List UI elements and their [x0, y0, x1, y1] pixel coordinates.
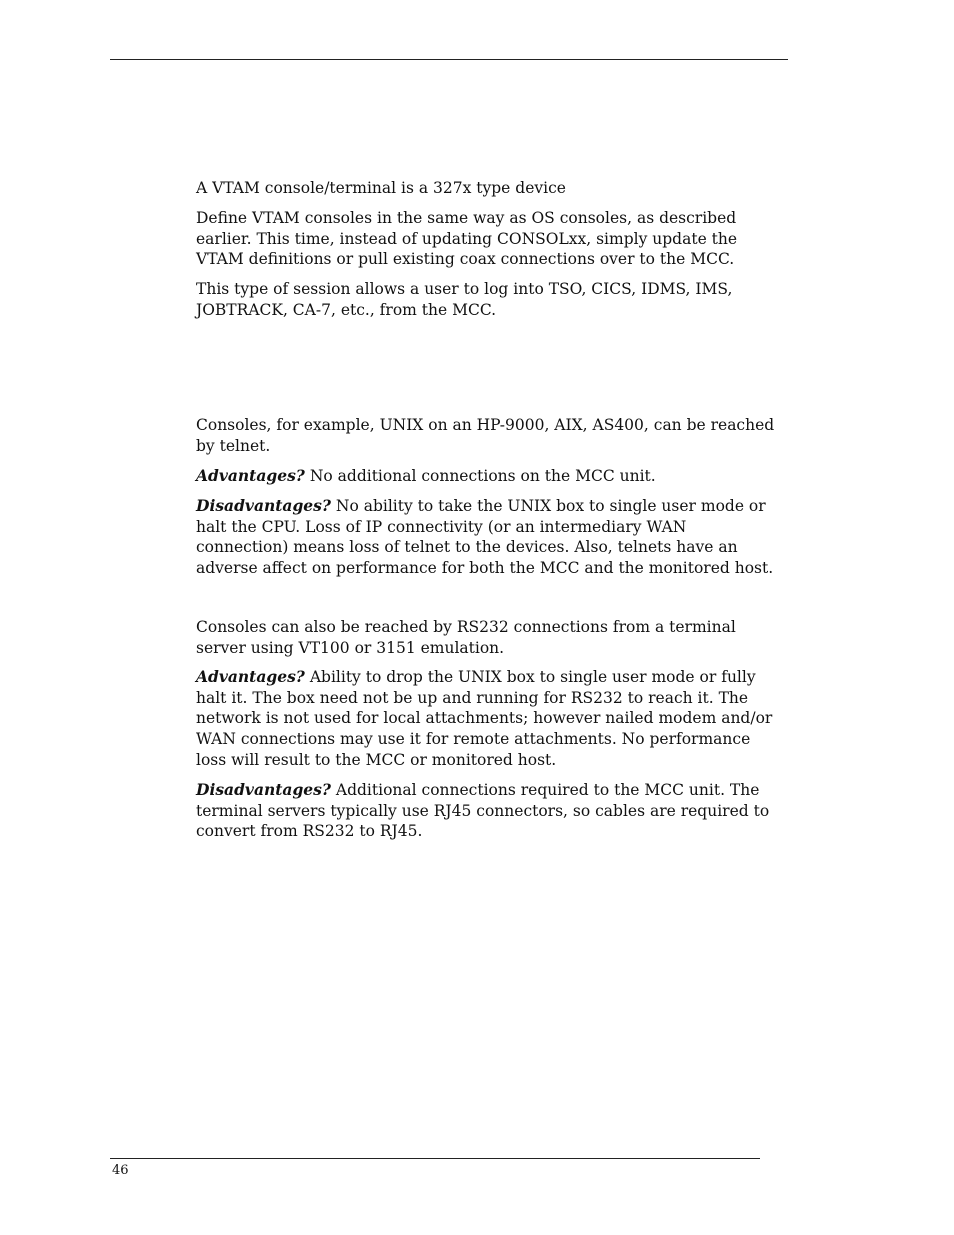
rs232-disadvantages-paragraph: Disadvantages? Additional connections required to the MCC unit. The terminal servers typically use RJ45 connectors, so cables are required to convert from RS232 to RJ45.	[196, 780, 770, 841]
telnet-disadvantages-paragraph: Disadvantages? No ability to take the UNIX box to single user mode or halt the CPU. Loss of IP connectivity (or an intermediary WAN connection) means loss of telnet to the devices. Also, telnets have an adverse affect on performance for both the MCC and the monitored host.	[196, 496, 774, 578]
header-rule	[110, 59, 788, 60]
vtam-definition-paragraph: A VTAM console/terminal is a 327x type device	[196, 179, 566, 197]
disadvantages-label: Disadvantages?	[196, 496, 331, 515]
rs232-intro-paragraph: Consoles can also be reached by RS232 connections from a terminal server using VT100 or 3151 emulation.	[196, 618, 736, 657]
advantages-label: Advantages?	[196, 466, 305, 485]
telnet-advantages-paragraph: Advantages? No additional connections on the MCC unit.	[196, 466, 656, 485]
telnet-intro-paragraph: Consoles, for example, UNIX on an HP-9000, AIX, AS400, can be reached by telnet.	[196, 416, 775, 455]
footer-rule	[110, 1158, 760, 1159]
disadvantages-label: Disadvantages?	[196, 780, 331, 799]
rs232-advantages-paragraph: Advantages? Ability to drop the UNIX box to single user mode or fully halt it. The box need not be up and running for RS232 to reach it. The network is not used for local attachments; however nailed modem and/or WAN connections may use it for remote attachments. No performance loss will result to the MCC or monitored host.	[196, 667, 773, 769]
page-number: 46	[112, 1163, 129, 1178]
vtam-session-paragraph: This type of session allows a user to log into TSO, CICS, IDMS, IMS, JOBTRACK, CA-7, etc., from the MCC.	[196, 280, 733, 319]
vtam-define-paragraph: Define VTAM consoles in the same way as OS consoles, as described earlier. This time, instead of updating CONSOLxx, simply update the VTAM definitions or pull existing coax connections over to the MCC.	[196, 209, 738, 269]
advantages-label: Advantages?	[196, 667, 305, 686]
